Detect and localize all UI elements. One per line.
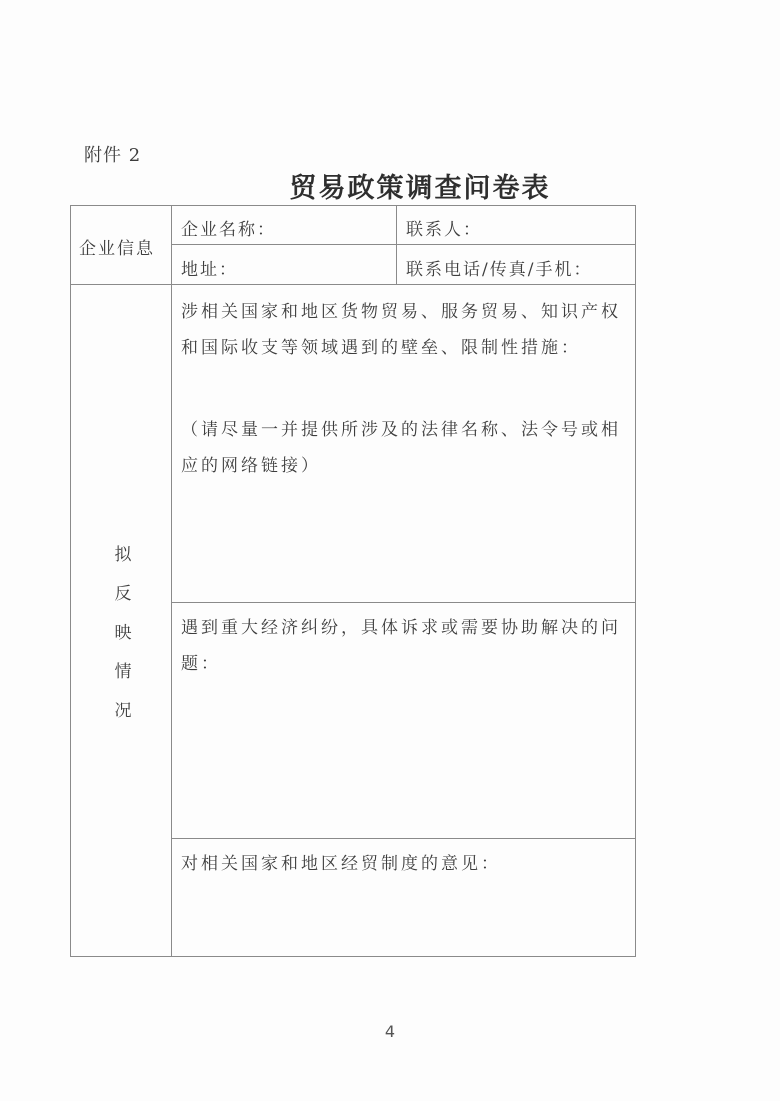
disputes-divider xyxy=(171,602,635,603)
questionnaire-form xyxy=(70,205,636,957)
label-column-divider xyxy=(171,206,172,956)
report-label-char: 况 xyxy=(114,701,132,721)
opinions-question[interactable]: 对相关国家和地区经贸制度的意见： xyxy=(181,854,501,874)
report-label-char: 反 xyxy=(114,584,132,604)
report-label-char: 情 xyxy=(114,662,132,682)
company-info-column-divider xyxy=(396,206,397,284)
company-name-field[interactable]: 企业名称： xyxy=(181,220,276,240)
page-number: 4 xyxy=(384,1022,396,1041)
barriers-question[interactable]: 涉相关国家和地区货物贸易、服务贸易、知识产权和国际收支等领域遇到的壁垒、限制性措施： xyxy=(181,302,621,358)
address-field[interactable]: 地址： xyxy=(181,260,238,280)
report-label-char: 映 xyxy=(114,623,132,643)
company-info-section-divider xyxy=(71,284,635,285)
company-info-row-divider xyxy=(171,244,635,245)
opinions-divider xyxy=(171,838,635,839)
report-label-char: 拟 xyxy=(114,545,132,565)
page-title: 贸易政策调查问卷表 xyxy=(289,173,551,204)
company-info-label: 企业信息 xyxy=(79,239,155,259)
contact-person-field[interactable]: 联系人： xyxy=(406,220,482,240)
report-section-label xyxy=(113,536,133,731)
contact-numbers-field[interactable]: 联系电话/传真/手机： xyxy=(406,260,593,280)
barriers-note: （请尽量一并提供所涉及的法律名称、法令号或相应的网络链接） xyxy=(181,420,621,476)
disputes-question[interactable]: 遇到重大经济纠纷，具体诉求或需要协助解决的问题： xyxy=(181,618,621,674)
attachment-label: 附件 2 xyxy=(84,145,142,166)
